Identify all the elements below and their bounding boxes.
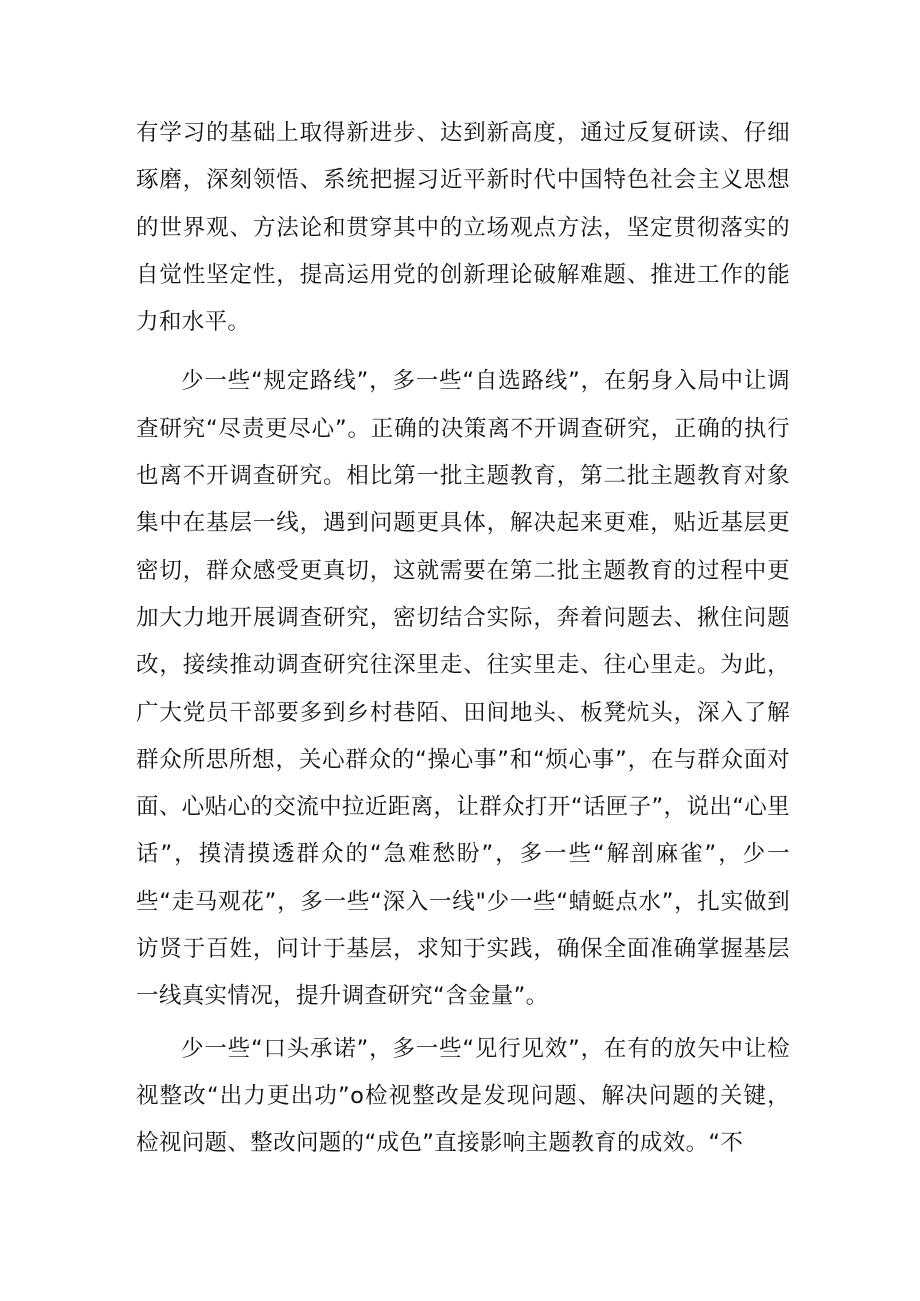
document-body (136, 110, 790, 1168)
paragraph-2: 少一些“规定路线”，多一些“自选路线”，在躬身入局中让调查研究“尽责更尽心”。正确的决策离不开调查研究，正确的执行也离不开调查研究。相比第一批主题教育，第二批主题教育对象集中在基层一线，遇到问题更具体，解决起来更难，贴近基层更密切，群众感受更真切，这就需要在第二批主题教育的过程中更加大力地开展调查研究，密切结合实际，奔着问题去、揪住问题改，接续推动调查研究往深里走、往实里走、往心里走。为此，广大党员干部要多到乡村巷陌、田间地头、板凳炕头，深入了解群众所思所想，关心群众的“操心事”和“烦心事”，在与群众面对面、心贴心的交流中拉近距离，让群众打开“话匣子”，说出“心里话”，摸清摸透群众的“急难愁盼”，多一些“解剖麻雀”，少一些“走马观花”，多一些“深入一线"少一些“蜻蜓点水”，扎实做到访贤于百姓，问计于基层，求知于实践，确保全面准确掌握基层一线真实情况，提升调查研究“含金量”。 (136, 368, 790, 1010)
paragraph-1: 有学习的基础上取得新进步、达到新高度，通过反复研读、仔细琢磨，深刻领悟、系统把握习近平新时代中国特色社会主义思想的世界观、方法论和贯穿其中的立场观点方法，坚定贯彻落实的自觉性坚定性，提高运用党的创新理论破解难题、推进工作的能力和水平。 (136, 120, 790, 336)
paragraph-spacer (136, 346, 790, 358)
paragraph-3: 少一些“口头承诺”，多一些“见行见效”，在有的放矢中让检视整改“出力更出功”o检视整改是发现问题、解决问题的关键，检视问题、整改问题的“成色”直接影响主题教育的成效。“不 (136, 1035, 790, 1157)
